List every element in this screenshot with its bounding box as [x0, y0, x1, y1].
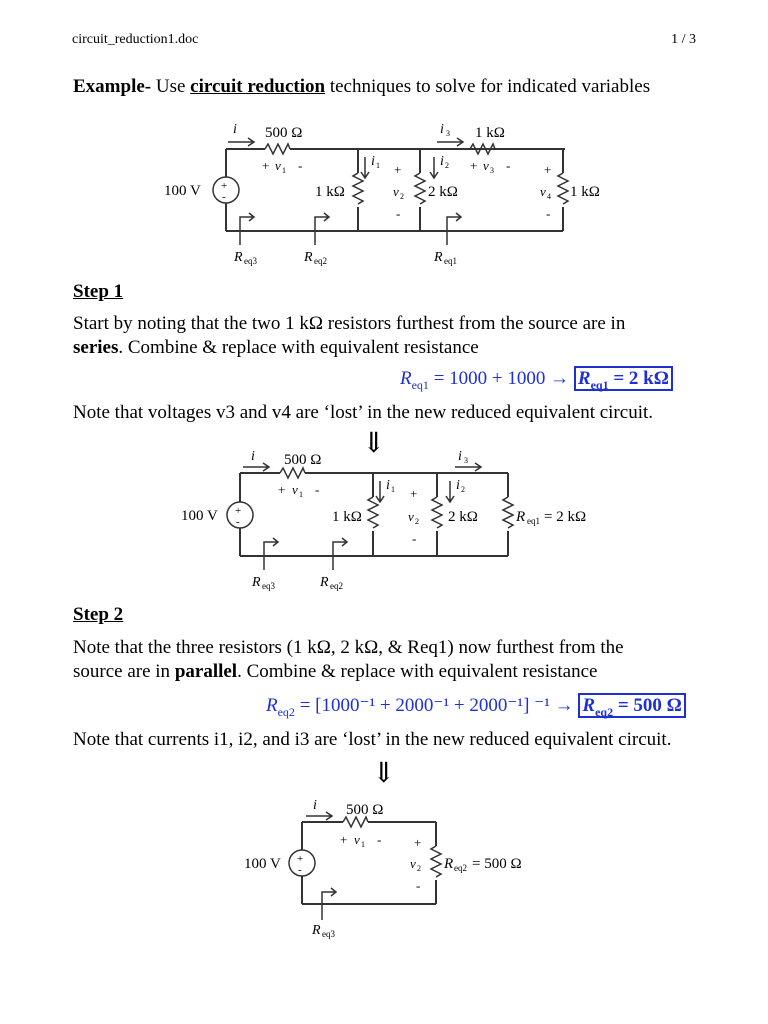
step2-line1: Note that the three resistors (1 kΩ, 2 kΩ, & Req1) now furthest from the [73, 637, 624, 658]
document-filename: circuit_reduction1.doc [72, 32, 199, 47]
down-arrow-icon: ⇓ [362, 428, 386, 459]
circuit-wire [430, 157, 438, 178]
step1-equation [400, 368, 673, 393]
step1-line1: Start by noting that the two 1 kΩ resistors furthest from the source are in [73, 313, 626, 334]
circuit-label: R [320, 575, 329, 590]
circuit-diagram-original [150, 115, 620, 275]
circuit-label: v [275, 158, 281, 173]
circuit-wire [343, 817, 368, 827]
step1-bold-series: series [73, 337, 119, 358]
circuit-label: 100 V [164, 183, 201, 199]
step2-title: Step 2 [73, 604, 124, 625]
circuit-label: i [371, 154, 375, 169]
circuit-label: R [312, 923, 321, 938]
circuit-label: 1 [361, 840, 365, 849]
resistor-500 [265, 144, 290, 154]
circuit-label: v [410, 856, 416, 871]
step1-result-box: $R_{eq1} = 2$ kΩ [574, 366, 673, 391]
step2-eq-lhs: R [266, 695, 278, 716]
circuit-diagram-reduced-2 [240, 790, 560, 950]
circuit-label: i [440, 154, 444, 169]
intro-underlined: circuit reduction [190, 76, 326, 97]
circuit-label: eq2 [314, 256, 327, 266]
step2-eq-lhs-sub: eq2 [277, 704, 295, 719]
resistor-2k [415, 173, 425, 204]
circuit-label: + [340, 832, 348, 847]
circuit-label: + [278, 482, 286, 497]
step2-result-box: $R_{eq2} = 500$ Ω [578, 693, 685, 718]
circuit-label: + [410, 486, 418, 501]
circuit-wire [264, 538, 278, 570]
circuit-label: 1 [282, 166, 286, 175]
circuit-label: eq2 [454, 863, 467, 873]
circuit-label: 2 kΩ [428, 184, 458, 200]
circuit-label: 3 [446, 129, 450, 138]
circuit-label: 500 Ω [265, 125, 303, 141]
circuit-wire [306, 812, 332, 820]
circuit-label: eq3 [322, 929, 335, 939]
circuit-label: i [458, 449, 462, 464]
circuit-label: = 2 kΩ [544, 509, 587, 525]
circuit-label: v [393, 184, 399, 199]
circuit-label: + [297, 853, 304, 865]
intro-post: techniques to solve for indicated variables [325, 76, 651, 97]
circuit-label: v [483, 158, 489, 173]
circuit-label: - [236, 516, 240, 528]
circuit-wire [432, 497, 442, 528]
circuit-label: + [221, 180, 228, 192]
step1-title: Step 1 [73, 281, 124, 302]
circuit-label: + [414, 835, 422, 850]
circuit-label: 1 kΩ [315, 184, 345, 200]
circuit-label: eq1 [444, 256, 457, 266]
circuit-wire [280, 468, 305, 478]
circuit-label: - [377, 832, 382, 847]
circuit-label: + [235, 505, 242, 517]
circuit-wire [240, 213, 254, 245]
step2-eq-rhs: = [1000⁻¹ + 2000⁻¹ + 2000⁻¹] ⁻¹ → [294, 695, 579, 716]
circuit-wire [315, 213, 329, 245]
resistor-1k-end [558, 173, 568, 204]
circuit-label: v [354, 832, 360, 847]
circuit-label: i [456, 478, 460, 493]
circuit-label: 1 kΩ [475, 125, 505, 141]
circuit-wire [333, 538, 347, 570]
circuit-label: 3 [464, 456, 468, 465]
circuit-label: i [313, 798, 317, 813]
circuit-label: = 500 Ω [472, 856, 522, 872]
circuit-label: 1 [376, 161, 380, 170]
circuit-label: 1 [391, 485, 395, 494]
circuit-label: 500 Ω [346, 802, 384, 818]
circuit-label: v [540, 184, 546, 199]
circuit-label: 100 V [181, 508, 218, 524]
circuit-label: i [386, 478, 390, 493]
resistor-1k-shunt [353, 173, 363, 204]
circuit-label: - [315, 482, 320, 497]
circuit-label: R [304, 250, 313, 265]
example-intro [73, 76, 650, 98]
intro-pre: Use [151, 76, 191, 97]
step2-note: Note that currents i1, i2, and i3 are ‘lost’ in the new reduced equivalent circuit. [73, 729, 672, 750]
circuit-wire [376, 481, 384, 502]
circuit-label: eq1 [527, 516, 540, 526]
step2-line2 [73, 661, 597, 683]
circuit-label: 2 [461, 485, 465, 494]
circuit-label: + [262, 158, 270, 173]
circuit-wire [455, 463, 481, 471]
circuit-label: eq3 [244, 256, 257, 266]
circuit-label: eq2 [330, 581, 343, 591]
circuit-label: 1 kΩ [570, 184, 600, 200]
circuit-label: eq3 [262, 581, 275, 591]
circuit-label: - [506, 158, 511, 173]
circuit-wire [447, 213, 461, 245]
circuit-label: 1 kΩ [332, 509, 362, 525]
circuit-wire [243, 463, 269, 471]
circuit-label: - [416, 878, 421, 893]
circuit-label: i [233, 122, 237, 137]
circuit-label: 100 V [244, 856, 281, 872]
circuit-wire [437, 138, 463, 146]
circuit-label: + [544, 162, 552, 177]
step1-eq-lhs-sub: eq1 [411, 377, 429, 392]
circuit-label: + [394, 162, 402, 177]
circuit-wire [446, 481, 454, 502]
circuit-label: - [298, 864, 302, 876]
circuit-label: i [251, 449, 255, 464]
step2-equation [266, 694, 686, 720]
circuit-label: R [434, 250, 443, 265]
circuit-label: 2 [415, 517, 419, 526]
circuit-label: v [408, 509, 414, 524]
step2-line2-pre: source are in [73, 661, 175, 682]
circuit-wire [503, 497, 513, 528]
step1-note: Note that voltages v3 and v4 are ‘lost’ in the new reduced equivalent circuit. [73, 402, 654, 423]
circuit-label: - [546, 206, 551, 221]
step1-line2 [73, 337, 479, 359]
circuit-label: 1 [299, 490, 303, 499]
circuit-label: R [252, 575, 261, 590]
circuit-label: R [444, 856, 454, 872]
step1-line2-rest: . Combine & replace with equivalent resistance [118, 337, 479, 358]
circuit-wire [228, 138, 254, 146]
circuit-label: 3 [490, 166, 494, 175]
circuit-label: - [222, 191, 226, 203]
circuit-label: - [298, 158, 303, 173]
resistor-1k-series [470, 144, 510, 154]
step2-bold-parallel: parallel [174, 661, 238, 682]
circuit-label: 500 Ω [284, 452, 322, 468]
circuit-label: 2 [400, 192, 404, 201]
circuit-label: - [396, 206, 401, 221]
circuit-label: R [234, 250, 243, 265]
circuit-wire [431, 846, 441, 877]
step1-eq-lhs: R [400, 368, 412, 389]
circuit-label: - [412, 531, 417, 546]
circuit-label: 2 kΩ [448, 509, 478, 525]
circuit-wire [361, 157, 369, 178]
circuit-label: 2 [445, 161, 449, 170]
circuit-diagram-reduced-1 [165, 445, 605, 595]
step1-eq-rhs: = 1000 + 1000 → [428, 368, 574, 389]
page-number: 1 / 3 [671, 32, 696, 47]
example-lead: Example- [73, 76, 152, 97]
circuit-label: + [470, 158, 478, 173]
circuit-label: 4 [547, 192, 551, 201]
circuit-label: i [440, 122, 444, 137]
circuit-wire [368, 497, 378, 528]
circuit-label: R [516, 509, 526, 525]
step2-line2-rest: . Combine & replace with equivalent resistance [237, 661, 598, 682]
down-arrow-icon-2: ⇓ [372, 758, 396, 789]
circuit-label: 2 [417, 864, 421, 873]
circuit-label: v [292, 482, 298, 497]
